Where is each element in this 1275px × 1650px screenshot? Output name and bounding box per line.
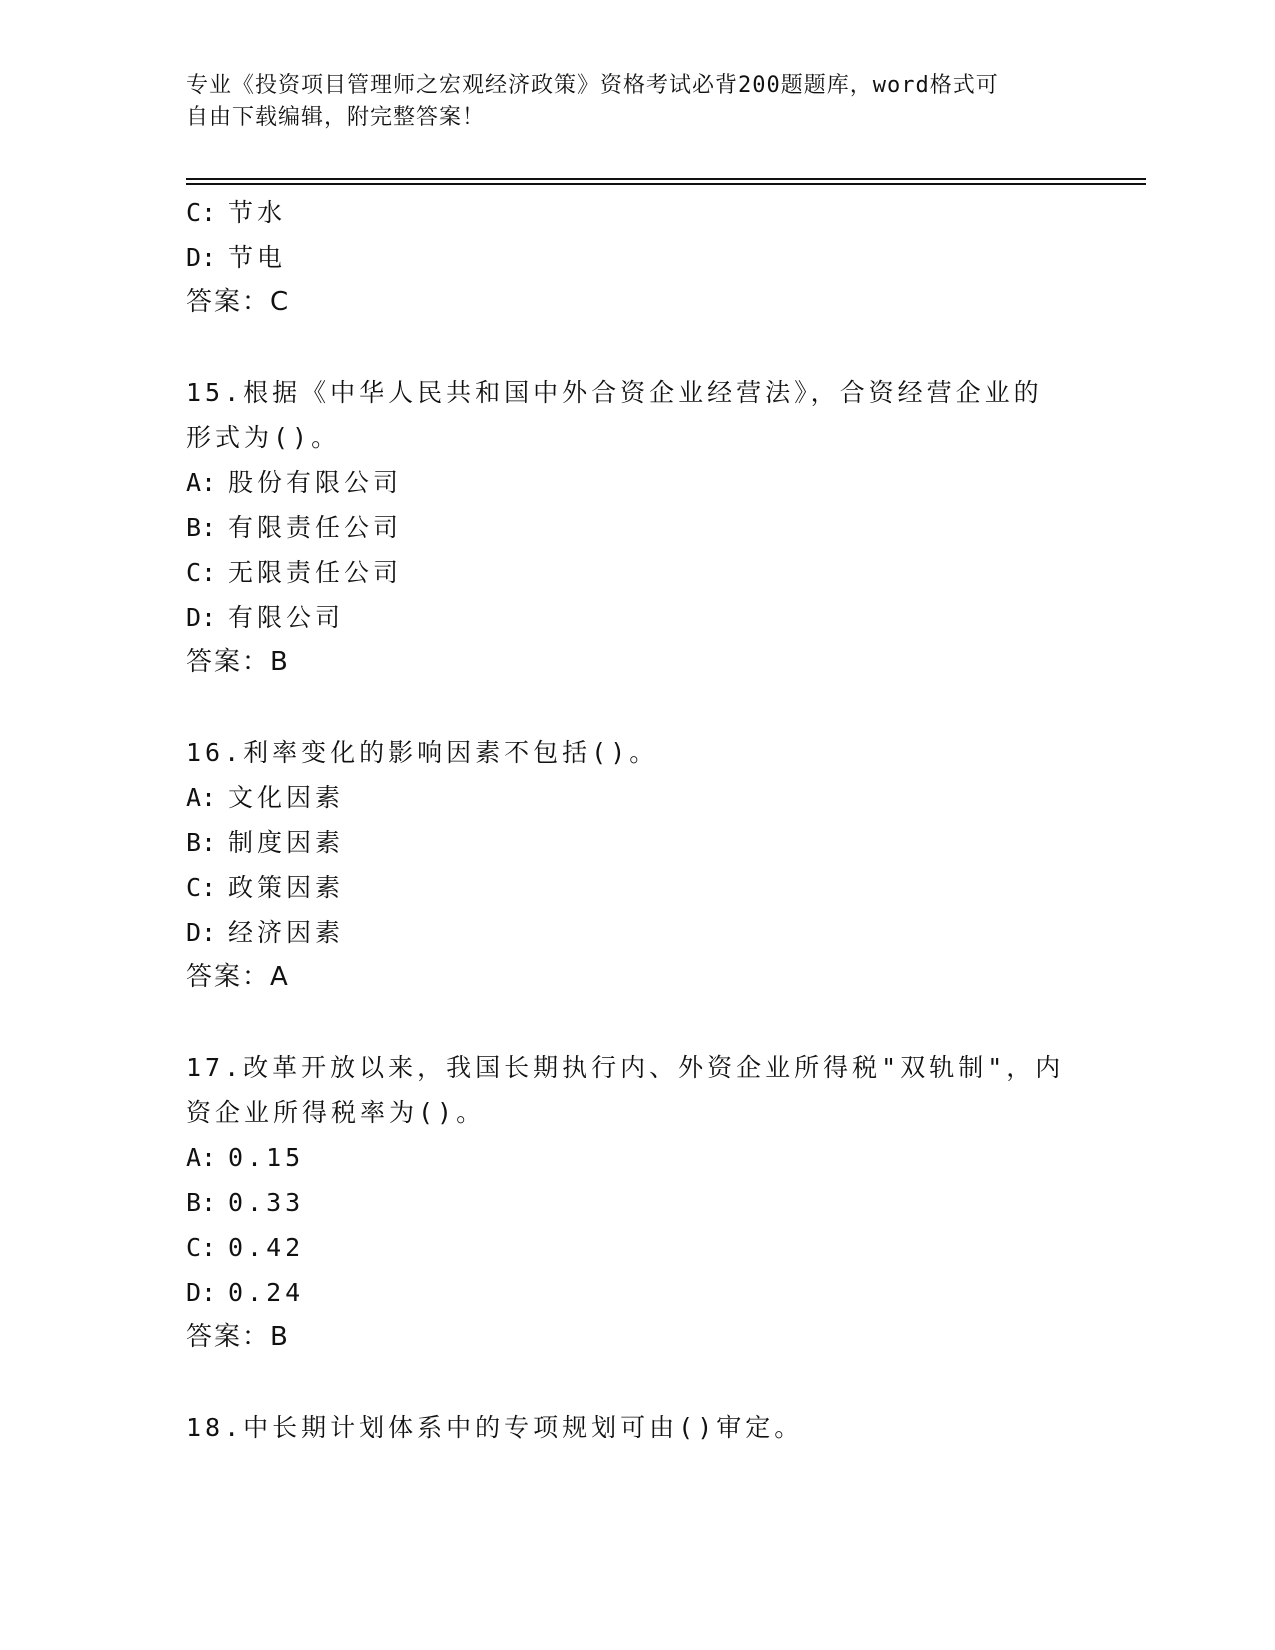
option-d [186,235,1066,280]
option-text: 节水 [228,198,287,227]
header-divider-top [186,178,1146,180]
option-key: B: [186,1188,217,1217]
answer-line: 答案：A [186,962,290,992]
option-text: 0.24 [228,1278,305,1307]
question-list [186,190,1066,1450]
option-text: 有限公司 [228,603,345,632]
option-key: D: [186,603,217,632]
header-divider-bottom [186,183,1146,185]
option-key: C: [186,558,217,587]
option-text: 节电 [228,243,287,272]
option-b [186,505,1066,550]
spacer [186,325,1066,370]
option-b [186,1180,1066,1225]
document-header [186,70,1066,134]
option-key: B: [186,828,217,857]
question-text: 18.中长期计划体系中的专项规划可由()审定。 [186,1413,804,1442]
partial-question [186,190,1066,325]
question-text: 15.根据《中华人民共和国中外合资企业经营法》，合资经营企业的形式为()。 [186,378,1043,452]
option-d [186,1270,1066,1315]
answer-line: 答案：B [186,1322,290,1352]
option-c [186,190,1066,235]
answer-line: 答案：B [186,647,290,677]
option-d [186,910,1066,955]
spacer [186,1360,1066,1405]
option-text: 制度因素 [228,828,345,857]
question-15 [186,370,1066,685]
option-a [186,1135,1066,1180]
option-key: A: [186,783,217,812]
spacer [186,1000,1066,1045]
option-key: A: [186,468,217,497]
option-text: 无限责任公司 [228,558,403,587]
option-a [186,460,1066,505]
option-text: 0.33 [228,1188,305,1217]
question-text: 16.利率变化的影响因素不包括()。 [186,738,659,767]
option-c [186,865,1066,910]
option-c [186,1225,1066,1270]
option-key: C: [186,198,217,227]
answer-line: 答案：C [186,287,291,317]
option-key: D: [186,243,217,272]
question-16 [186,730,1066,1000]
question-17 [186,1045,1066,1360]
option-a [186,775,1066,820]
option-text: 股份有限公司 [228,468,403,497]
header-line-1: 专业《投资项目管理师之宏观经济政策》资格考试必背200题题库，word格式可 [186,73,999,98]
option-text: 有限责任公司 [228,513,403,542]
option-key: B: [186,513,217,542]
option-text: 0.42 [228,1233,305,1262]
option-key: D: [186,918,217,947]
header-line-2: 自由下载编辑，附完整答案！ [186,105,486,130]
spacer [186,685,1066,730]
option-text: 0.15 [228,1143,305,1172]
option-key: C: [186,1233,217,1262]
option-text: 政策因素 [228,873,345,902]
question-18 [186,1405,1066,1450]
option-key: C: [186,873,217,902]
question-text: 17.改革开放以来，我国长期执行内、外资企业所得税"双轨制"，内资企业所得税率为()。 [186,1053,1065,1127]
option-c [186,550,1066,595]
option-b [186,820,1066,865]
option-key: D: [186,1278,217,1307]
option-text: 文化因素 [228,783,345,812]
option-d [186,595,1066,640]
option-key: A: [186,1143,217,1172]
option-text: 经济因素 [228,918,345,947]
